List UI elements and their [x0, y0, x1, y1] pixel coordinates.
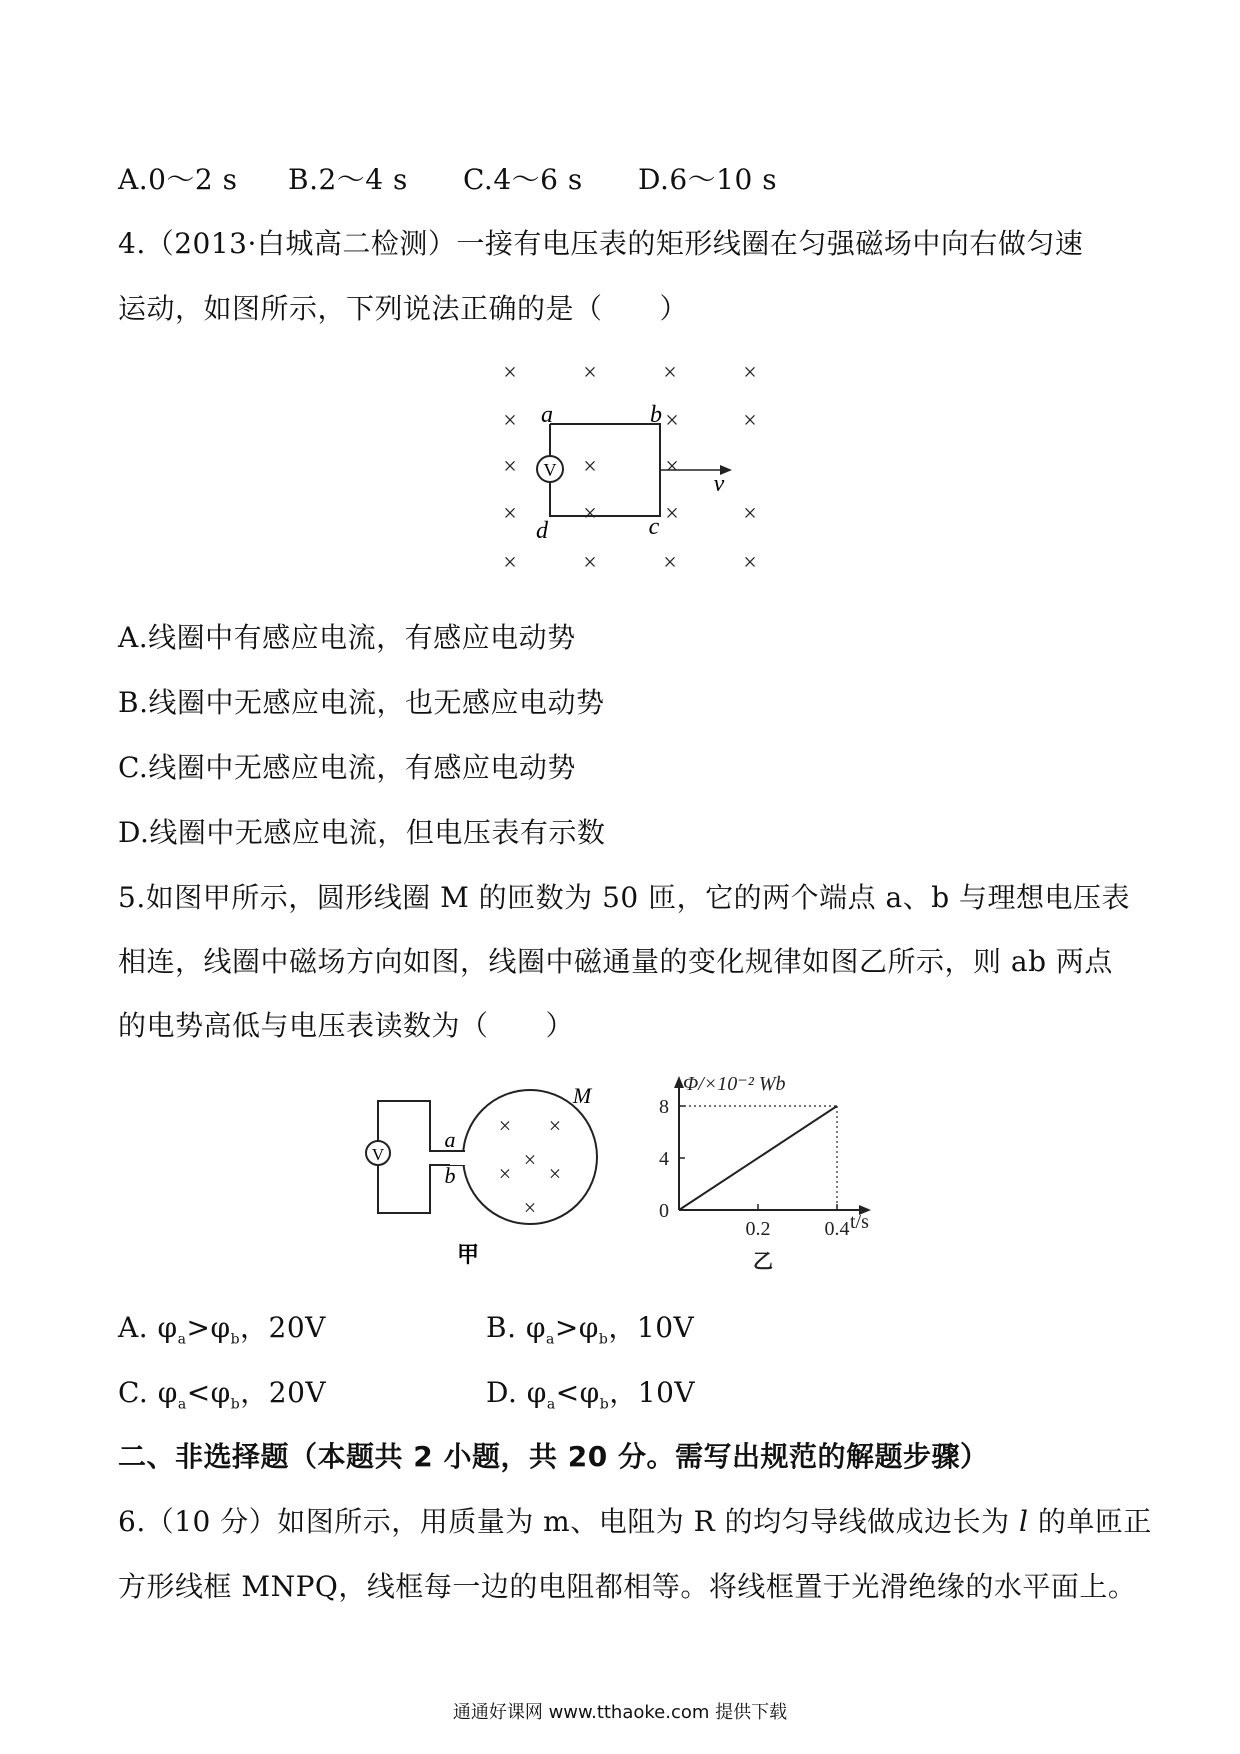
svg-text:M: M [572, 1085, 592, 1108]
q5-option-c: C. $\varphi_a<\varphi_b$，20V [118, 1376, 327, 1413]
svg-text:c: c [648, 514, 660, 540]
q5-option-d: D. $\varphi_a<\varphi_b$，10V [486, 1376, 696, 1413]
x-tick-label: 0.4 [824, 1218, 850, 1240]
svg-text:×: × [583, 501, 597, 527]
caption-jia: 甲 [456, 1242, 480, 1267]
q5-stem-line1: 5.如图甲所示，圆形线圈 M 的匝数为 50 匝，它的两个端点 a、b 与理想电压表 [118, 881, 1131, 914]
q5-figure-jia [350, 1085, 610, 1275]
q4-option-a: A.线圈中有感应电流，有感应电动势 [118, 621, 576, 654]
y-tick-label: 4 [659, 1148, 669, 1170]
svg-text:b: b [444, 1163, 456, 1188]
series-line-segment [679, 1106, 837, 1210]
y-axis-label: Φ/×10⁻² Wb [683, 1073, 786, 1095]
svg-text:×: × [743, 550, 757, 576]
q5-options-row2 [118, 1373, 695, 1425]
q3-option-c: C.4～6 s [463, 163, 583, 196]
svg-text:×: × [503, 408, 517, 434]
svg-text:a: a [444, 1127, 456, 1152]
svg-text:×: × [743, 360, 757, 386]
svg-text:×: × [498, 1113, 512, 1138]
svg-text:b: b [650, 402, 662, 428]
q4-option-b: B.线圈中无感应电流，也无感应电动势 [118, 686, 605, 719]
svg-text:×: × [583, 550, 597, 576]
svg-text:×: × [583, 360, 597, 386]
svg-text:a: a [541, 402, 553, 428]
q3-option-d: D.6～10 s [638, 163, 778, 196]
rectangular-coil [550, 424, 660, 516]
svg-text:×: × [743, 408, 757, 434]
svg-text:×: × [523, 1147, 537, 1172]
section2-heading: 二、非选择题（本题共 2 小题，共 20 分。需写出规范的解题步骤） [118, 1440, 989, 1473]
q4-stem-line2: 运动，如图所示，下列说法正确的是（ ） [118, 292, 689, 325]
y-tick-label: 8 [659, 1096, 669, 1118]
svg-text:×: × [665, 501, 679, 527]
svg-text:×: × [503, 501, 517, 527]
q3-options-row [118, 160, 777, 200]
svg-text:V: V [371, 1145, 385, 1164]
q4-figure [480, 350, 780, 590]
svg-text:×: × [548, 1113, 562, 1138]
q4-option-d: D.线圈中无感应电流，但电压表有示数 [118, 816, 606, 849]
svg-text:V: V [543, 460, 557, 480]
svg-text:×: × [503, 360, 517, 386]
svg-text:×: × [665, 408, 679, 434]
q5-stem-line2: 相连，线圈中磁场方向如图，线圈中磁通量的变化规律如图乙所示，则 ab 两点 [118, 945, 1113, 978]
q3-option-b: B.2～4 s [288, 163, 408, 196]
field-marks [499, 1113, 561, 1220]
svg-text:×: × [665, 454, 679, 480]
q6-stem-line2: 方形线框 MNPQ，线框每一边的电阻都相等。将线框置于光滑绝缘的水平面上。 [118, 1570, 1137, 1603]
q5-option-b: B. $\varphi_a>\varphi_b$，10V [486, 1311, 695, 1348]
svg-text:×: × [503, 550, 517, 576]
svg-text:×: × [663, 550, 677, 576]
svg-text:d: d [536, 518, 548, 544]
x-tick-label: 0.2 [745, 1218, 771, 1240]
svg-text:×: × [498, 1161, 512, 1186]
svg-text:v: v [713, 471, 725, 497]
svg-text:×: × [523, 1195, 537, 1220]
svg-text:×: × [548, 1161, 562, 1186]
svg-text:×: × [503, 454, 517, 480]
q4-stem-line1: 4.（2013·白城高二检测）一接有电压表的矩形线圈在匀强磁场中向右做匀速 [118, 227, 1084, 260]
q3-option-a: A.0～2 s [118, 163, 238, 196]
q5-option-a: A. $\varphi_a>\varphi_b$，20V [118, 1311, 326, 1348]
footer-source: 通通好课网 www.tthaoke.com 提供下载 [452, 1702, 788, 1723]
caption-yi: 乙 [753, 1251, 773, 1273]
q5-figure-yi-chart [655, 1068, 905, 1278]
svg-text:×: × [583, 454, 597, 480]
x-axis-label: t/s [850, 1211, 869, 1233]
y-tick-label: 0 [659, 1200, 669, 1222]
q5-stem-line3: 的电势高低与电压表读数为（ ） [118, 1009, 575, 1042]
svg-text:×: × [743, 501, 757, 527]
q6-stem-line1: 6.（10 分）如图所示，用质量为 m、电阻为 R 的均匀导线做成边长为 l 的单匝正 [118, 1505, 1152, 1538]
q4-option-c: C.线圈中无感应电流，有感应电动势 [118, 751, 576, 784]
q5-options-row1 [118, 1308, 694, 1360]
svg-text:×: × [663, 360, 677, 386]
